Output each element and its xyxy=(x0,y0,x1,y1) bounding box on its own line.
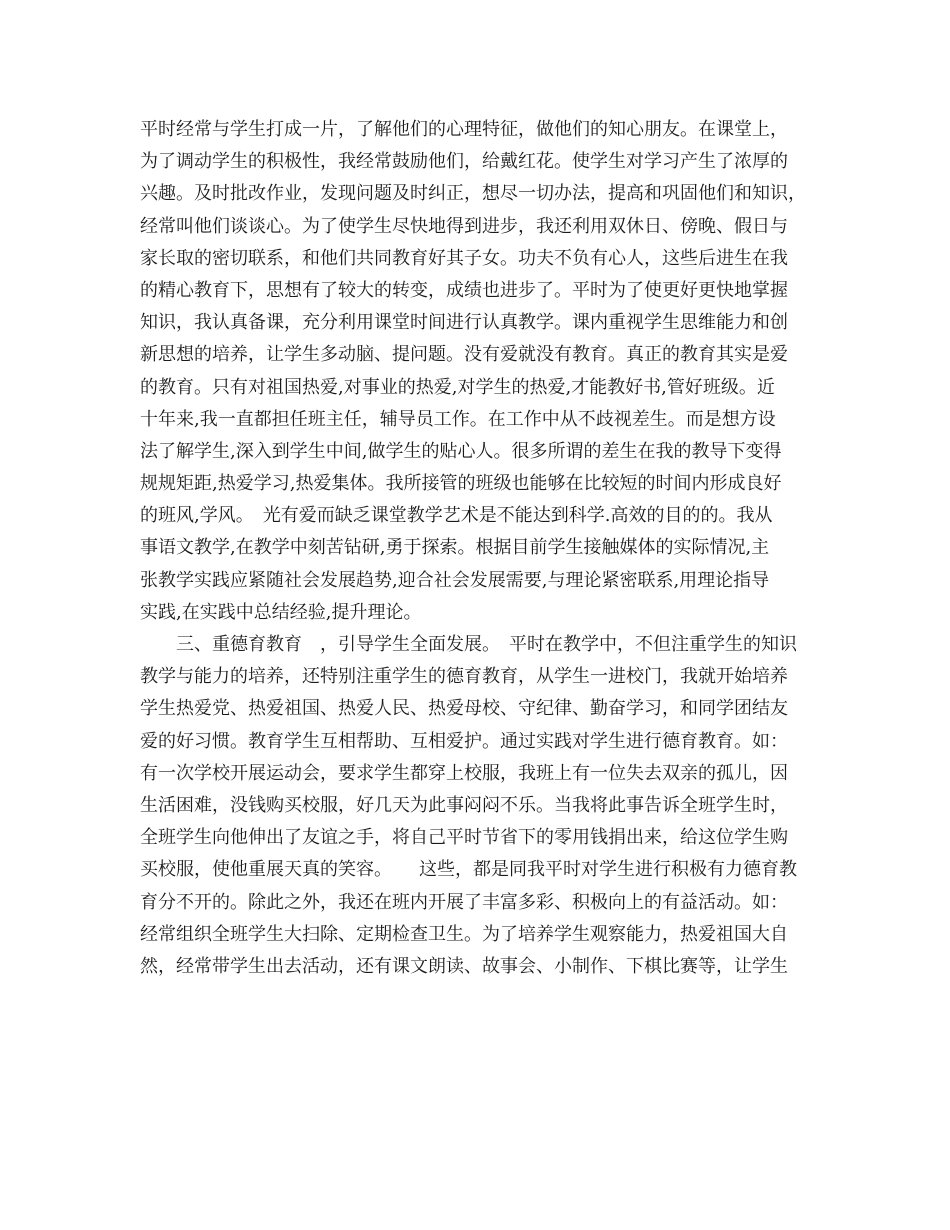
text-line: 育分不开的。除此之外，我还在班内开展了丰富多彩、积极向上的有益活动。如： xyxy=(140,891,788,913)
text-line: 学生热爱党、热爱祖国、热爱人民、热爱母校、守纪律、勤奋学习，和同学团结友 xyxy=(140,698,788,720)
text-line: 全班学生向他伸出了友谊之手，将自己平时节省下的零用钱捐出来，给这位学生购 xyxy=(140,827,788,849)
text-line: 新思想的培养，让学生多动脑、提问题。没有爱就没有教育。真正的教育其实是爱 xyxy=(140,344,788,366)
text-line: 买校服，使他重展天真的笑容。 这些，都是同我平时对学生进行积极有力德育教 xyxy=(140,859,797,881)
text-line: 爱的好习惯。教育学生互相帮助、互相爱护。通过实践对学生进行德育教育。如： xyxy=(140,730,788,752)
text-line: 经常叫他们谈谈心。为了使学生尽快地得到进步，我还利用双休日、傍晚、假日与 xyxy=(140,215,788,237)
text-line: 兴趣。及时批改作业，发现问题及时纠正，想尽一切办法，提高和巩固他们和知识， xyxy=(140,183,806,205)
text-line: 家长取的密切联系，和他们共同教育好其子女。功夫不负有心人，这些后进生在我 xyxy=(140,247,788,269)
text-line: 平时经常与学生打成一片，了解他们的心理特征，做他们的知心朋友。在课堂上， xyxy=(140,119,788,140)
body-text xyxy=(140,114,820,983)
text-line: 有一次学校开展运动会，要求学生都穿上校服，我班上有一位失去双亲的孤儿，因 xyxy=(140,762,788,784)
text-line: 三、重德育教育 ，引导学生全面发展。 平时在教学中，不但注重学生的知识 xyxy=(176,634,797,655)
text-line: 然，经常带学生出去活动，还有课文朗读、故事会、小制作、下棋比赛等，让学生 xyxy=(140,955,788,977)
text-line: 的教育。只有对祖国热爱,对事业的热爱,对学生的热爱,才能教好书,管好班级。近 xyxy=(140,376,775,398)
text-line: 生活困难，没钱购买校服，好几天为此事闷闷不乐。当我将此事告诉全班学生时， xyxy=(140,794,788,816)
text-line: 的精心教育下，思想有了较大的转变，成绩也进步了。平时为了使更好更快地掌握 xyxy=(140,279,788,301)
text-line: 事语文教学,在教学中刻苦钻研,勇于探索。根据目前学生接触媒体的实际情况,主 xyxy=(140,537,770,559)
text-line: 为了调动学生的积极性，我经常鼓励他们，给戴红花。使学生对学习产生了浓厚的 xyxy=(140,151,788,173)
text-line: 教学与能力的培养，还特别注重学生的德育教育，从学生一进校门，我就开始培养 xyxy=(140,666,788,688)
text-line: 的班风,学风。 光有爱而缺乏课堂教学艺术是不能达到科学.高效的目的的。我从 xyxy=(140,505,773,527)
text-line: 实践,在实践中总结经验,提升理论。 xyxy=(140,601,422,623)
text-line: 规规矩距,热爱学习,热爱集体。我所接管的班级也能够在比较短的时间内形成良好 xyxy=(140,473,782,495)
text-line: 法了解学生,深入到学生中间,做学生的贴心人。很多所谓的差生在我的教导下变得 xyxy=(140,440,782,462)
text-line: 知识，我认真备课，充分利用课堂时间进行认真教学。课内重视学生思维能力和创 xyxy=(140,312,788,334)
text-line: 经常组织全班学生大扫除、定期检查卫生。为了培养学生观察能力，热爱祖国大自 xyxy=(140,923,788,945)
text-line: 十年来,我一直都担任班主任，辅导员工作。在工作中从不歧视差生。而是想方设 xyxy=(140,408,776,430)
text-line: 张教学实践应紧随社会发展趋势,迎合社会发展需要,与理论紧密联系,用理论指导 xyxy=(140,569,770,591)
